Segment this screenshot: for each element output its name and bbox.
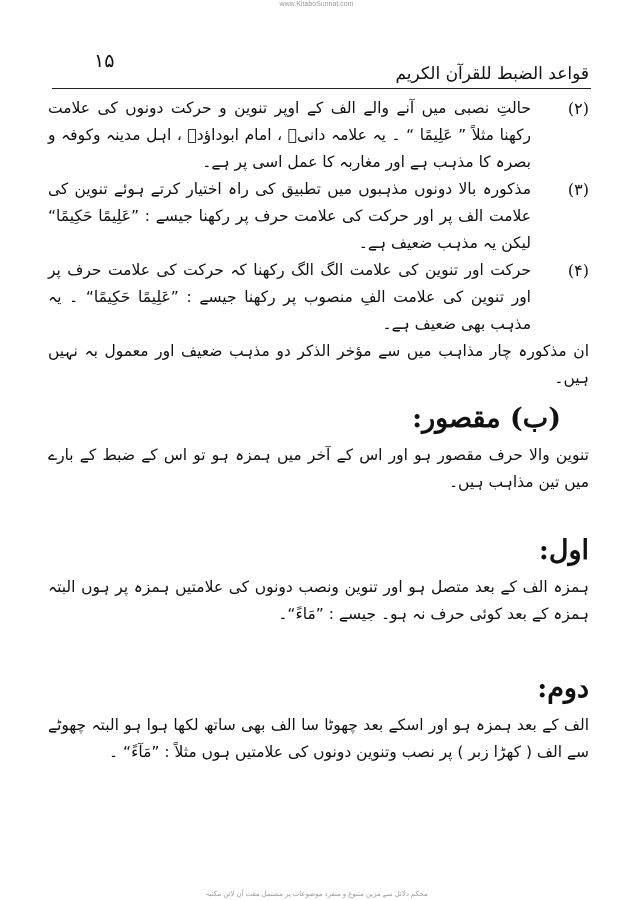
header-rule [52, 88, 591, 89]
section-paragraph: تنوین والا حرف مقصور ہو اور اس کے آخر میں ہمزہ ہو تو اس کے ضبط کے بارے میں تین مذاہب ہیں۔ [48, 446, 589, 491]
item-text: مذکورہ بالا دونوں مذہبوں میں تطبیق کی راہ اختیار کرتے ہوئے تنوین کی علامت الف پر اور حرکت کی علامت حرف پر رکھنا جیسے : ”عَلِیمًا حَکِیمًا“ لیکن یہ مذہب ضعیف ہے۔ [48, 180, 531, 252]
section-heading-maqsoor: (ب) مقصور: [412, 403, 561, 434]
page-number: ۱۵ [94, 50, 115, 72]
item-text: حالتِ نصبی میں آنے والے الف کے اوپر تنوین و حرکت دونوں کی علامت رکھنا مثلاً ” عَلِیمًا “ ۔ یہ علامہ دانیؒ ، امام ابوداؤدؒ ، اہل مدینہ وکوفہ و بصرہ کا مذہب ہے اور مغاربہ کا عمل اسی پر ہے۔ [48, 99, 531, 171]
list-item [48, 176, 589, 257]
section-heading-doam: دوم: [537, 673, 589, 704]
list-item [48, 257, 589, 338]
section-paragraph: ہمزہ الف کے بعد متصل ہو اور تنوین ونصب دونوں کی علامتیں ہمزہ پر ہوں البتہ ہمزہ کے بعد کوئی حرف نہ ہو۔ جیسے : ”مَاءً“۔ [48, 578, 589, 623]
section-paragraph: الف کے بعد ہمزہ ہو اور اسکے بعد چھوٹا سا الف بھی ساتھ لکھا ہوا ہو البتہ چھوٹے سے الف ( کھڑا زبر ) پر نصب وتنوین دونوں کی علامتیں ہوں مثلاً : ”مَآءً“ ۔ [48, 716, 589, 761]
source-url: www.KitaboSunnat.com [279, 1, 354, 8]
item-number: (۴) [567, 261, 589, 280]
item-number: (۳) [567, 180, 589, 199]
page-body [48, 95, 589, 766]
book-title-header: قواعد الضبط للقرآن الکریم [395, 64, 589, 84]
section-heading-awwal: اول: [538, 535, 589, 566]
footer-text: محکم دلائل سے مزین متنوع و منفرد موضوعات پر مشتمل مفت آن لائن مکتبہ [205, 891, 428, 898]
item-number: (۲) [567, 99, 589, 118]
item-text: حرکت اور تنوین کی علامت الگ الگ رکھنا کہ حرکت کی علامت حرف پر اور تنوین کی علامت الفِ منصوب پر رکھنا جیسے : ”عَلِیمًا حَکِیمًا“ ۔ یہ مذہب بھی ضعیف ہے۔ [48, 261, 531, 333]
summary-paragraph: ان مذکورہ چار مذاہب میں سے مؤخر الذکر دو مذہب ضعیف اور معمول بہ نہیں ہیں۔ [48, 342, 589, 387]
list-item [48, 95, 589, 176]
